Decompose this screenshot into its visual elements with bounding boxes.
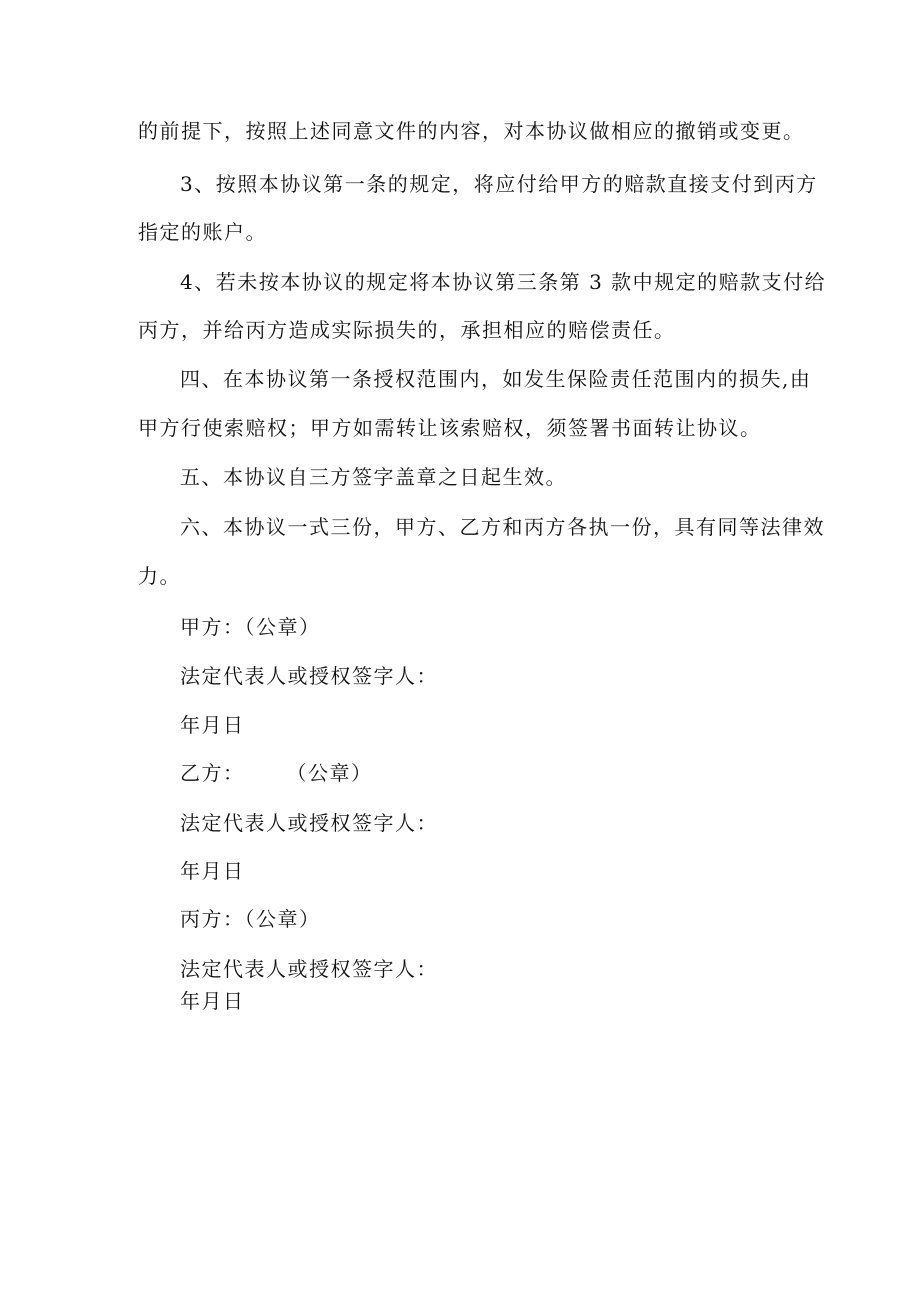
party-b-signer: 法定代表人或授权签字人： [180, 811, 438, 835]
clause-4-line-1: 4、若未按本协议的规定将本协议第三条第 3 款中规定的赔款支付给 [180, 270, 827, 294]
article-4-line-1: 四、在本协议第一条授权范围内，如发生保险责任范围内的损失,由 [180, 367, 812, 391]
article-4-line-2: 甲方行使索赔权；甲方如需转让该索赔权，须签署书面转让协议。 [138, 416, 762, 440]
party-b-date: 年月日 [180, 859, 245, 883]
party-b-label-row [180, 761, 373, 785]
paragraph-continuation-line: 的前提下，按照上述同意文件的内容，对本协议做相应的撤销或变更。 [138, 119, 805, 143]
party-a-label: 甲方：（公章） [180, 615, 321, 639]
party-a-signer: 法定代表人或授权签字人： [180, 664, 438, 688]
party-a-date: 年月日 [180, 713, 245, 737]
clause-4-line-2: 丙方，并给丙方造成实际损失的，承担相应的赔偿责任。 [138, 318, 676, 342]
clause-3-line-2: 指定的账户。 [138, 220, 267, 244]
article-6-line-1: 六、本协议一式三份，甲方、乙方和丙方各执一份，具有同等法律效 [180, 515, 825, 539]
party-c-label: 丙方：（公章） [180, 907, 321, 931]
article-6-line-2: 力。 [138, 564, 181, 588]
party-b-label: 乙方： [180, 761, 245, 785]
party-c-date: 年月日 [180, 989, 245, 1013]
clause-3-line-1: 3、按照本协议第一条的规定，将应付给甲方的赔款直接支付到丙方 [180, 172, 818, 196]
party-b-seal: （公章） [286, 761, 373, 785]
party-c-signer: 法定代表人或授权签字人： [180, 957, 438, 981]
article-5-line: 五、本协议自三方签字盖章之日起生效。 [180, 465, 567, 489]
